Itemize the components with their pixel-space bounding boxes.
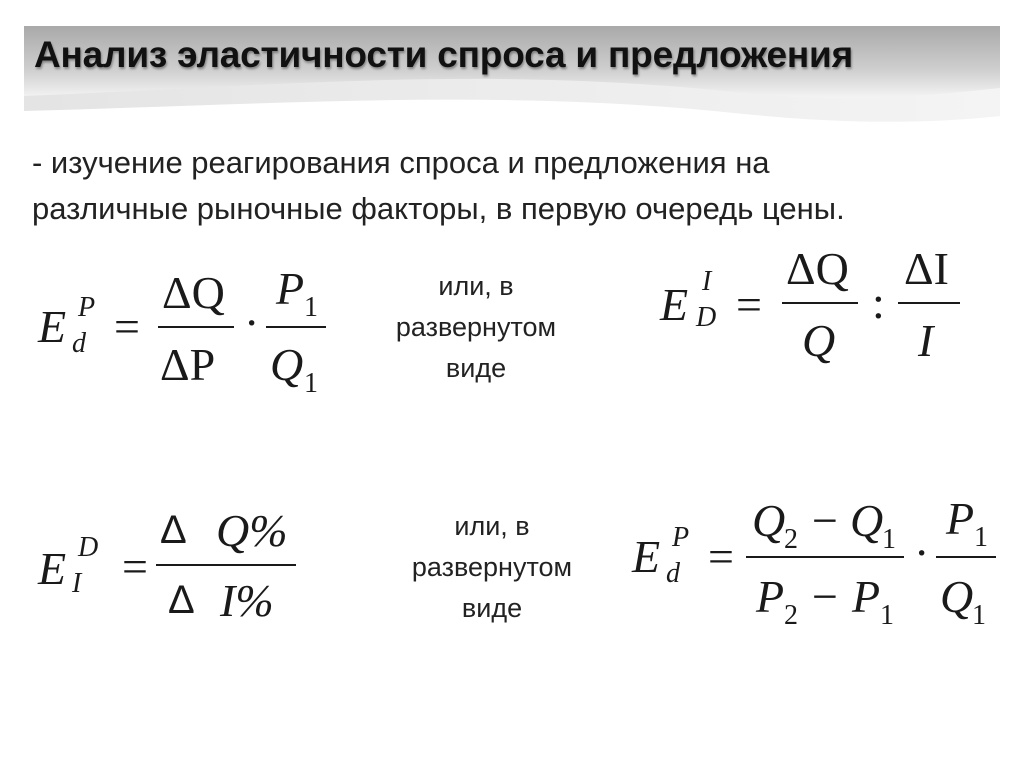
formula-superscript: P	[672, 522, 690, 553]
description-line-2: различные рыночные факторы, в первую очередь цены.	[32, 191, 845, 226]
numerator-delta: Δ	[160, 508, 187, 552]
denominator-p2: P	[756, 571, 785, 622]
numerator-2-sub: 1	[974, 522, 988, 553]
fraction-bar	[782, 302, 858, 304]
numerator-q2-sub: 2	[784, 524, 798, 555]
numerator-1: ΔQ	[786, 243, 849, 294]
caption-line: виде	[461, 593, 523, 623]
formula-symbol: E	[632, 531, 661, 582]
denominator-2-var: Q	[940, 571, 974, 622]
numerator-q2: Q	[752, 495, 786, 546]
formula-superscript: I	[702, 266, 712, 297]
fraction-bar	[936, 556, 996, 558]
numerator-var: Q%	[216, 505, 288, 556]
numerator-2-sub: 1	[304, 292, 318, 323]
numerator-2-var: P	[946, 493, 975, 544]
fraction-bar	[746, 556, 904, 558]
caption-expanded-form	[366, 266, 586, 389]
numerator-2: ΔI	[904, 243, 949, 294]
formula-subscript: d	[666, 558, 680, 589]
minus-sign: −	[812, 571, 838, 622]
equals-sign: =	[736, 279, 762, 330]
minus-sign: −	[812, 495, 838, 546]
denominator-2-var: Q	[270, 339, 304, 390]
multiply-dot: ·	[244, 297, 260, 348]
caption-line: или, в	[438, 271, 514, 301]
formula-symbol: E	[38, 301, 67, 352]
colon-sign: :	[872, 277, 885, 328]
numerator-1: ΔQ	[162, 267, 225, 318]
description-line-1: - изучение реагирования спроса и предложения на	[32, 145, 770, 180]
formula-subscript: d	[72, 328, 86, 359]
denominator-2-sub: 1	[304, 368, 318, 399]
multiply-dot: ·	[914, 527, 930, 578]
denominator-1: ΔP	[160, 339, 216, 390]
denominator-2: I	[918, 315, 934, 366]
description	[32, 140, 1012, 232]
fraction-bar	[156, 564, 296, 566]
fraction-bar	[898, 302, 960, 304]
fraction-bar	[266, 326, 326, 328]
caption-line: виде	[445, 353, 507, 383]
formula-subscript: I	[72, 568, 82, 599]
denominator-p2-sub: 2	[784, 600, 798, 631]
formula-symbol: E	[660, 279, 689, 330]
equals-sign: =	[122, 541, 148, 592]
formula-superscript: P	[78, 292, 96, 323]
caption-expanded-form	[382, 506, 602, 629]
equals-sign: =	[114, 301, 140, 352]
numerator-q1: Q	[850, 495, 884, 546]
page-title: Анализ эластичности спроса и предложения	[34, 34, 853, 75]
denominator-delta: Δ	[168, 578, 195, 622]
caption-line: развернутом	[411, 552, 573, 582]
caption-line: развернутом	[395, 312, 557, 342]
denominator-p1: P	[852, 571, 881, 622]
denominator-var: I%	[220, 575, 274, 626]
numerator-2-var: P	[276, 263, 305, 314]
denominator-1: Q	[802, 315, 836, 366]
fraction-bar	[158, 326, 234, 328]
equals-sign: =	[708, 531, 734, 582]
formula-superscript: D	[78, 532, 99, 563]
caption-line: или, в	[454, 511, 530, 541]
formula-subscript: D	[696, 302, 717, 333]
denominator-p1-sub: 1	[880, 600, 894, 631]
numerator-q1-sub: 1	[882, 524, 896, 555]
formula-symbol: E	[38, 543, 67, 594]
denominator-2-sub: 1	[972, 600, 986, 631]
